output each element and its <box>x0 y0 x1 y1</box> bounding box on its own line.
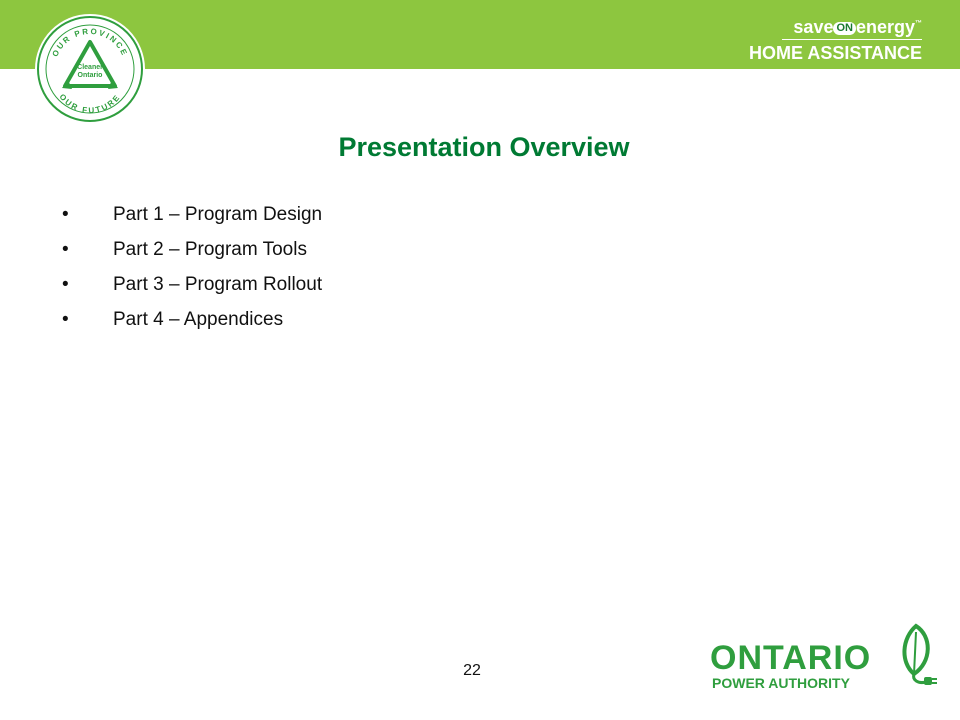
slide-title: Presentation Overview <box>338 132 630 162</box>
brand-on-badge: ON <box>833 22 856 35</box>
brand-energy: energy <box>855 17 915 37</box>
brand-subtitle: HOME ASSISTANCE <box>748 43 922 63</box>
save-on-energy-logo <box>722 14 922 64</box>
list-item <box>62 271 322 306</box>
page-number: 22 <box>463 662 481 679</box>
brand-trademark: ™ <box>915 20 922 27</box>
brand-save: save <box>793 17 834 37</box>
bullet-icon: • <box>62 274 69 295</box>
seal-center-text-2: Ontario <box>77 72 103 79</box>
bullet-text: Part 4 – Appendices <box>113 309 284 330</box>
cleaner-ontario-seal <box>35 14 145 124</box>
logo-line-1: ONTARIO <box>710 639 872 677</box>
bullet-icon: • <box>62 239 69 260</box>
list-item <box>62 201 322 236</box>
recycle-plug-icon <box>35 14 145 124</box>
bullet-list <box>62 201 322 341</box>
bullet-text: Part 2 – Program Tools <box>113 239 307 260</box>
list-item <box>62 306 322 341</box>
list-item <box>62 236 322 271</box>
bullet-icon: • <box>62 204 69 225</box>
bullet-text: Part 3 – Program Rollout <box>113 274 323 295</box>
seal-top-text: OUR PROVINCE <box>50 26 130 59</box>
bullet-icon: • <box>62 309 69 330</box>
brand-divider <box>782 39 922 40</box>
seal-center-text-1: Cleaner <box>77 64 103 71</box>
seal-bottom-text: OUR FUTURE <box>57 92 123 116</box>
ontario-power-authority-logo <box>710 622 940 697</box>
logo-line-2: POWER AUTHORITY <box>712 675 850 691</box>
bullet-text: Part 1 – Program Design <box>113 204 323 225</box>
leaf-plug-icon <box>892 622 940 694</box>
svg-text:OUR FUTURE <box>58 92 123 115</box>
